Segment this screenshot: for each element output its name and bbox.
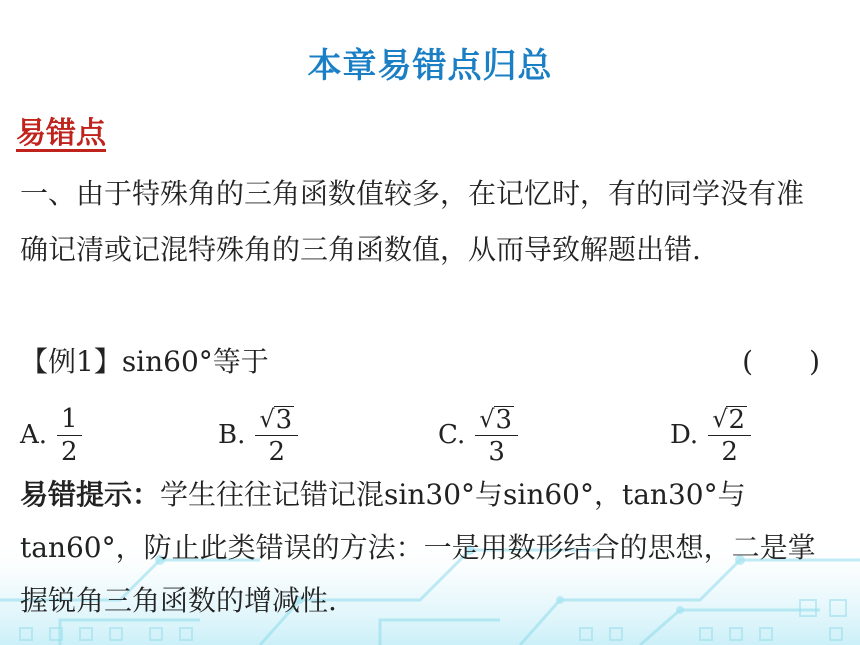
radical-sign-icon: √ xyxy=(259,404,275,433)
radical-sign-icon: √ xyxy=(479,404,495,433)
fraction xyxy=(708,405,751,466)
radical-sign-icon: √ xyxy=(712,404,728,433)
option-letter: C. xyxy=(438,420,466,450)
square-root xyxy=(259,405,294,433)
section-label: 易错点 xyxy=(16,116,106,151)
fraction xyxy=(475,405,518,466)
paragraph-error-point-1: 一、由于特殊角的三角函数值较多，在记忆时，有的同学没有准确记清或记混特殊角的三角函数值，从而导致解题出错. xyxy=(20,177,805,266)
fraction-denominator: 2 xyxy=(268,436,286,467)
fraction-numerator xyxy=(255,405,298,436)
example-stem: 【例1】sin60°等于 xyxy=(20,345,269,378)
example-question xyxy=(20,338,840,386)
option-letter: A. xyxy=(20,420,48,450)
square-root xyxy=(712,405,747,433)
option-letter: D. xyxy=(670,420,699,450)
answer-parentheses: ( ) xyxy=(742,345,820,378)
fraction xyxy=(57,405,82,466)
numerator-value: 1 xyxy=(61,403,78,434)
fraction-numerator xyxy=(57,405,82,436)
radicand: 3 xyxy=(495,404,513,435)
fraction xyxy=(255,405,298,466)
option-a xyxy=(20,402,82,468)
fraction-numerator xyxy=(475,405,518,436)
page-title: 本章易错点归总 xyxy=(307,46,553,86)
radicand: 2 xyxy=(728,404,746,435)
option-d xyxy=(670,402,751,468)
hint-label: 易错提示： xyxy=(20,478,161,511)
option-letter: B. xyxy=(218,420,246,450)
option-b xyxy=(218,402,298,468)
option-c xyxy=(438,402,518,468)
fraction-numerator xyxy=(708,405,751,436)
fraction-denominator: 3 xyxy=(488,436,505,467)
hint-text: 学生往往记错记混sin30°与sin60°，tan30°与tan60°，防止此类错误的方法：一是用数形结合的思想，二是掌握锐角三角函数的增减性. xyxy=(20,478,816,617)
radicand: 3 xyxy=(275,404,293,435)
square-root xyxy=(479,405,514,433)
fraction-denominator: 2 xyxy=(61,436,78,467)
fraction-denominator: 2 xyxy=(721,436,738,467)
error-hint xyxy=(20,468,840,627)
